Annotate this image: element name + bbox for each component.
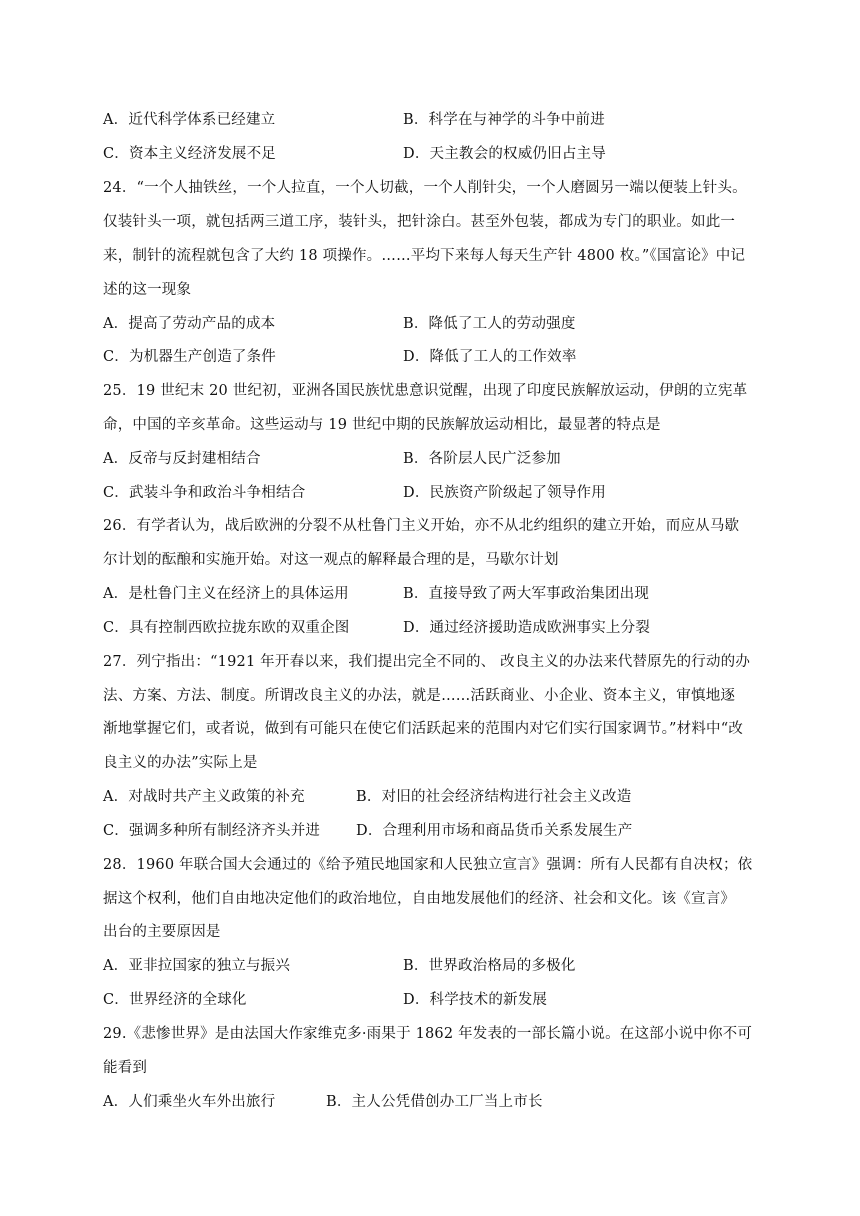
q26-option-d: D．通过经济援助造成欧洲事实上分裂	[403, 620, 651, 636]
q25-stem-line: 25．19 世纪末 20 世纪初，亚洲各国民族忧患意识觉醒，出现了印度民族解放运动，伊朗的立宪革	[103, 383, 748, 399]
q26-stem-line: 26．有学者认为，战后欧洲的分裂不从杜鲁门主义开始，亦不从北约组织的建立开始，而应从马歇	[103, 518, 740, 534]
q26-option-b: B．直接导致了两大军事政治集团出现	[403, 586, 650, 602]
q26-option-a: A．是杜鲁门主义在经济上的具体运用	[103, 586, 349, 602]
q27-option-b: B．对旧的社会经济结构进行社会主义改造	[356, 789, 632, 805]
q27-option-d: D．合理利用市场和商品货币关系发展生产	[356, 823, 633, 839]
q27-stem-line: 良主义的办法”实际上是	[103, 755, 258, 771]
q28-stem-line: 据这个权利，他们自由地决定他们的政治地位，自由地发展他们的经济、社会和文化。该《宣言》	[103, 891, 736, 907]
q24-stem-line: 仅装针头一项，就包括两三道工序，装针头，把针涂白。甚至外包装，都成为专门的职业。如此一	[103, 214, 736, 230]
q28-option-b: B．世界政治格局的多极化	[403, 958, 576, 974]
q26-option-c: C．具有控制西欧拉拢东欧的双重企图	[103, 620, 350, 636]
q25-option-b: B．各阶层人民广泛参加	[403, 451, 561, 467]
q29-option-b: B．主人公凭借创办工厂当上市长	[326, 1094, 543, 1110]
q27-stem-line: 27．列宁指出：“1921 年开春以来，我们提出完全不同的、 改良主义的办法来代替原先的行动的办	[103, 654, 751, 670]
q29-stem-line: 能看到	[103, 1060, 148, 1076]
q28-stem-line: 28．1960 年联合国大会通过的《给予殖民地国家和人民独立宣言》强调：所有人民都有自决权；依	[103, 857, 753, 873]
q27-stem-line: 渐地掌握它们，或者说，做到有可能只在使它们活跃起来的范围内对它们实行国家调节。”材料中“改	[103, 721, 744, 737]
q27-stem-line: 法、方案、方法、制度。所谓改良主义的办法，就是……活跃商业、小企业、资本主义，审慎地逐	[103, 688, 736, 704]
q29-option-a: A．人们乘坐火车外出旅行	[103, 1094, 276, 1110]
q24-stem-line: 24．“一个人抽铁丝，一个人拉直，一个人切截，一个人削针尖，一个人磨圆另一端以便装上针头。	[103, 180, 747, 196]
q28-option-a: A．亚非拉国家的独立与振兴	[103, 958, 291, 974]
q23-option-d: D．天主教会的权威仍旧占主导	[403, 146, 606, 162]
q24-stem-line: 来，制针的流程就包含了大约 18 项操作。……平均下来每人每天生产针 4800 枚。”《国富论》中记	[103, 248, 746, 264]
q24-option-d: D．降低了工人的工作效率	[403, 349, 577, 365]
q25-option-d: D．民族资产阶级起了领导作用	[403, 485, 606, 501]
q23-option-a: A．近代科学体系已经建立	[103, 112, 276, 128]
q23-option-b: B．科学在与神学的斗争中前进	[403, 112, 605, 128]
q27-option-a: A．对战时共产主义政策的补充	[103, 789, 305, 805]
q23-option-c: C．资本主义经济发展不足	[103, 146, 276, 162]
q27-option-c: C．强调多种所有制经济齐头并进	[103, 823, 321, 839]
q29-stem-line: 29.《悲惨世界》是由法国大作家维克多·雨果于 1862 年发表的一部长篇小说。在这部小说中你不可	[103, 1026, 753, 1042]
q25-option-c: C．武装斗争和政治斗争相结合	[103, 485, 306, 501]
q28-option-c: C．世界经济的全球化	[103, 992, 247, 1008]
q26-stem-line: 尔计划的酝酿和实施开始。对这一观点的解释最合理的是，马歇尔计划	[103, 552, 559, 568]
q24-stem-line: 述的这一现象	[103, 282, 192, 298]
q28-stem-line: 出台的主要原因是	[103, 924, 221, 940]
q24-option-c: C．为机器生产创造了条件	[103, 349, 276, 365]
q25-stem-line: 命，中国的辛亥革命。这些运动与 19 世纪中期的民族解放运动相比，最显著的特点是	[103, 417, 661, 433]
q25-option-a: A．反帝与反封建相结合	[103, 451, 261, 467]
q24-option-b: B．降低了工人的劳动强度	[403, 316, 576, 332]
q28-option-d: D．科学技术的新发展	[403, 992, 548, 1008]
q24-option-a: A．提高了劳动产品的成本	[103, 316, 276, 332]
